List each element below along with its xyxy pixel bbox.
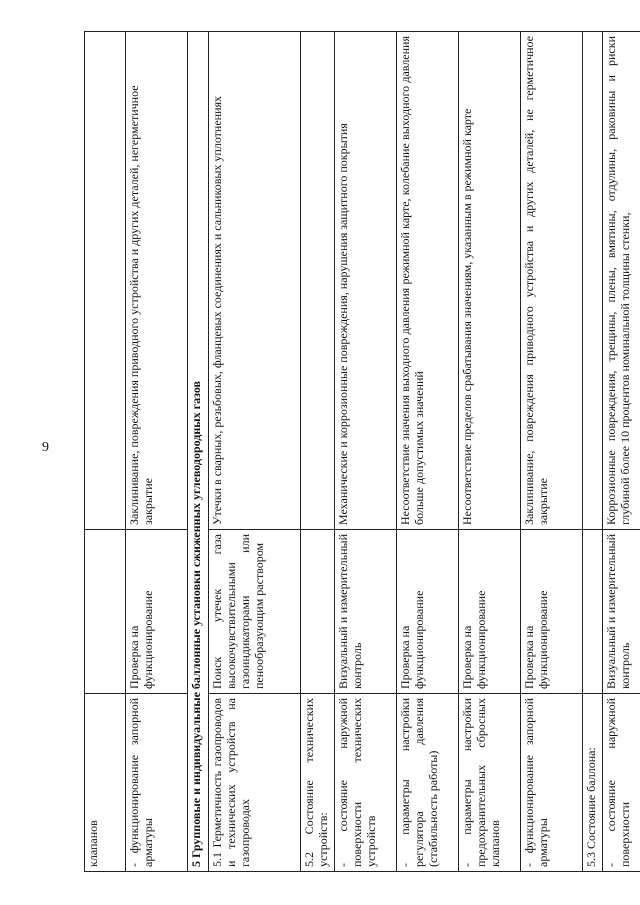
table-cell: Механические и коррозионные повреждения, нарушения защитного покрытия bbox=[335, 32, 397, 530]
table-cell: Проверка на функционирование bbox=[126, 530, 188, 694]
table-cell: - состояние наружной поверхности bbox=[603, 694, 640, 872]
table-cell: - параметры настройки регулятора давления (стабильность работы) bbox=[397, 694, 459, 872]
table-cell: Визуальный и измерительный контроль bbox=[335, 530, 397, 694]
table-cell: Заклинивание, повреждения приводного устройства и других деталей, не герметичное закрытие bbox=[521, 32, 583, 530]
section-row bbox=[188, 32, 209, 872]
table-cell: - функционирование запорной арматуры bbox=[126, 694, 188, 872]
table-cell: Проверка на функционирование bbox=[459, 530, 521, 694]
table-cell: - параметры настройки предохранительных сбросных клапанов bbox=[459, 694, 521, 872]
page-number: 9 bbox=[42, 440, 49, 455]
table-cell: Утечки в сварных, резьбовых, фланцевых соединениях и сальниковых уплотнениях bbox=[209, 32, 301, 530]
table-cell: Несоответствие пределов срабатывания значениям, указанным в режимной карте bbox=[459, 32, 521, 530]
table-row bbox=[335, 32, 397, 872]
table-row bbox=[209, 32, 301, 872]
table-cell bbox=[583, 530, 603, 694]
table-cell: 5.1 Герметичность газопроводов и технических устройств на газопроводах bbox=[209, 694, 301, 872]
section-heading: 5 Групповые и индивидуальные баллонные установки сжиженных углеводородных газов bbox=[188, 32, 209, 872]
table-row bbox=[583, 32, 603, 872]
table-cell: - функционирование запорной арматуры bbox=[521, 694, 583, 872]
table-row bbox=[459, 32, 521, 872]
table-cell: 5.2 Состояние технических устройств: bbox=[301, 694, 335, 872]
table-cell: Несоответствие значения выходного давления режимной карте, колебание выходного давления больше допустимых значений bbox=[397, 32, 459, 530]
table-cell bbox=[583, 32, 603, 530]
table-cell: Проверка на функционирование bbox=[397, 530, 459, 694]
table-cell: Визуальный и измерительный контроль bbox=[603, 530, 640, 694]
table-cell: - состояние наружной поверхности технических устройств bbox=[335, 694, 397, 872]
table-row bbox=[521, 32, 583, 872]
table-cell: 5.3 Состояние баллона: bbox=[583, 694, 603, 872]
table-row bbox=[603, 32, 640, 872]
table-row bbox=[397, 32, 459, 872]
table-row bbox=[85, 32, 126, 872]
table-cell bbox=[85, 530, 126, 694]
table-cell: Коррозионные повреждения, трещины, плены, вмятины, отдулины, раковины и риски глубиной более 10 процентов номинальной толщины стенки, bbox=[603, 32, 640, 530]
table-cell: Поиск утечек газа высокочувствительными газоиндикаторами или пенообразующим раствором bbox=[209, 530, 301, 694]
inspection-table bbox=[84, 31, 640, 872]
table-cell bbox=[301, 530, 335, 694]
table-cell bbox=[85, 32, 126, 530]
table-row bbox=[301, 32, 335, 872]
table-cell: клапанов bbox=[85, 694, 126, 872]
rotated-table-area bbox=[84, 32, 632, 872]
table-cell bbox=[301, 32, 335, 530]
table-cell: Проверка на функционирование bbox=[521, 530, 583, 694]
table-row bbox=[126, 32, 188, 872]
table-cell: Заклинивание, повреждения приводного устройства и других деталей, негерметичное закрытие bbox=[126, 32, 188, 530]
